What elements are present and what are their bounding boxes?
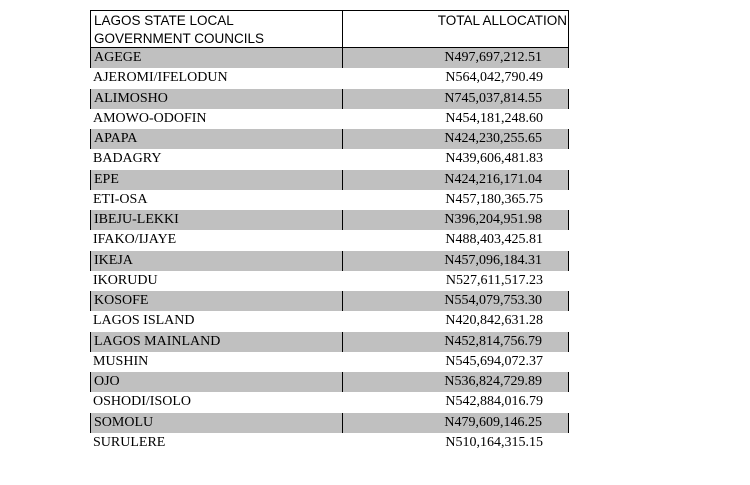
table-row <box>90 149 569 169</box>
allocation-amount: N564,042,790.49 <box>445 70 543 86</box>
table-header <box>90 10 569 48</box>
allocation-amount: N454,181,248.60 <box>445 110 543 126</box>
table-row <box>90 291 569 311</box>
council-name: OJO <box>91 372 343 392</box>
council-name: IBEJU-LEKKI <box>91 210 343 230</box>
table-row <box>90 251 569 271</box>
table-row <box>90 271 569 291</box>
table-row <box>90 332 569 352</box>
allocation-amount: N424,230,255.65 <box>444 131 542 146</box>
council-name: EPE <box>91 170 343 190</box>
allocation-amount: N420,842,631.28 <box>445 313 543 329</box>
allocation-amount: N488,403,425.81 <box>445 232 543 248</box>
table-row <box>90 311 569 331</box>
table-row <box>90 109 569 129</box>
allocation-amount: N424,216,171.04 <box>444 171 542 187</box>
council-name: BADAGRY <box>93 151 162 167</box>
table-row <box>90 190 569 210</box>
council-name: AGEGE <box>91 48 343 68</box>
allocation-table <box>90 10 569 453</box>
table-row <box>90 433 569 453</box>
allocation-amount: N452,814,756.79 <box>444 333 542 349</box>
header-name-line2: GOVERNMENT COUNCILS <box>94 31 265 46</box>
council-name: LAGOS MAINLAND <box>91 332 343 352</box>
allocation-amount: N479,609,146.25 <box>444 414 542 430</box>
council-name: SURULERE <box>93 434 166 450</box>
allocation-amount: N545,694,072.37 <box>445 353 543 369</box>
allocation-amount: N554,079,753.30 <box>444 293 542 308</box>
council-name: OSHODI/ISOLO <box>93 394 191 410</box>
allocation-amount: N439,606,481.83 <box>445 151 543 167</box>
table-row <box>90 68 569 88</box>
table-body <box>90 48 569 453</box>
allocation-amount: N396,204,951.98 <box>444 212 542 227</box>
council-name: AJEROMI/IFELODUN <box>93 70 228 86</box>
table-row <box>90 413 569 433</box>
table-row <box>90 230 569 250</box>
council-name: ALIMOSHO <box>91 89 343 109</box>
allocation-amount: N457,096,184.31 <box>444 252 542 268</box>
table-row <box>90 48 569 68</box>
council-name: MUSHIN <box>93 353 149 369</box>
table-row <box>90 372 569 392</box>
council-name: SOMOLU <box>91 413 343 433</box>
council-name: IFAKO/IJAYE <box>93 232 177 248</box>
header-name-line1: LAGOS STATE LOCAL <box>94 13 234 28</box>
council-name: APAPA <box>91 129 343 149</box>
council-name: ETI-OSA <box>93 191 148 207</box>
council-name: IKEJA <box>91 251 343 271</box>
table-row <box>90 210 569 230</box>
council-name: AMOWO-ODOFIN <box>93 110 207 126</box>
table-row <box>90 89 569 109</box>
council-name: IKORUDU <box>93 272 158 288</box>
council-name: LAGOS ISLAND <box>93 313 195 329</box>
table-row <box>90 129 569 149</box>
allocation-amount: N510,164,315.15 <box>445 434 543 450</box>
header-council-name <box>91 11 343 47</box>
table-row <box>90 392 569 412</box>
allocation-amount: N745,037,814.55 <box>444 90 542 106</box>
table-row <box>90 352 569 372</box>
allocation-amount: N536,824,729.89 <box>444 374 542 389</box>
allocation-amount: N457,180,365.75 <box>445 191 543 207</box>
council-name: KOSOFE <box>91 291 343 311</box>
allocation-amount: N497,697,212.51 <box>444 50 542 65</box>
header-total-allocation: TOTAL ALLOCATION <box>437 13 567 28</box>
table-row <box>90 170 569 190</box>
allocation-amount: N527,611,517.23 <box>445 272 543 288</box>
allocation-amount: N542,884,016.79 <box>445 394 543 410</box>
